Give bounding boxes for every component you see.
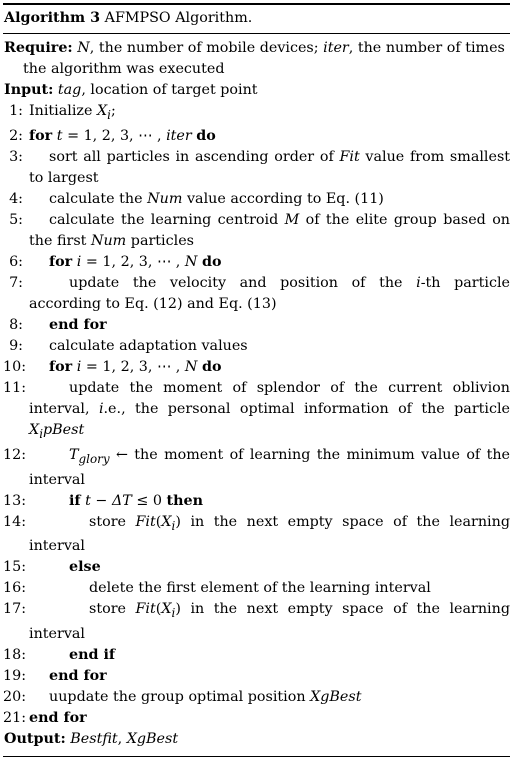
step-3: 3: sort all particles in ascending order of Fit value from smallest to largest: [9, 148, 511, 186]
step-5: 5: calculate the learning centroid M of the elite group based on the first Num particles: [9, 211, 511, 249]
output-line: Output: Bestfit, XgBest: [4, 731, 179, 748]
step-1: 1: Initialize $X_i$;: [9, 103, 116, 122]
algorithm-caption: [3, 5, 510, 33]
step-18: 18: end if: [3, 647, 116, 664]
step-2: 2: for t = 1, 2, 3, ⋯ , iter do: [9, 127, 216, 144]
step-17: 17: store $Fit(X_i)$ in the next empty space of the learning interval: [3, 601, 510, 643]
step-21: 21: end for: [3, 710, 87, 727]
step-10: 10: for i = 1, 2, 3, ⋯ , N do: [3, 358, 222, 375]
step-16: 16: delete the first element of the learning interval: [3, 580, 431, 597]
step-4: 4: calculate the Num value according to Eq. (11): [9, 190, 384, 207]
caption-label: Algorithm 3: [4, 10, 101, 26]
step-11: 11: update the moment of splendor of the current oblivion interval, i.e., the personal optimal information of the particle $X_ipBest$: [3, 379, 511, 441]
step-9: 9: calculate adaptation values: [9, 337, 248, 354]
input-line: Input: tag, location of target point: [4, 82, 258, 98]
step-14: 14: store $Fit(X_i)$ in the next empty space of the learning interval: [3, 513, 510, 555]
step-7: 7: update the velocity and position of the i-th particle according to Eq. (12) and Eq. (13): [9, 274, 510, 312]
step-19: 19: end for: [3, 668, 107, 685]
caption-title: AFMPSO Algorithm.: [104, 10, 253, 26]
algorithm-box: [3, 3, 510, 757]
step-15: 15: else: [3, 559, 101, 576]
step-20: 20: uupdate the group optimal position XgBest: [3, 689, 362, 706]
require-line: Require: N, the number of mobile devices; iter, the number of times the algorithm was executed: [4, 40, 505, 77]
step-13: 13: if t − ΔT ≤ 0 then: [3, 492, 204, 509]
step-8: 8: end for: [9, 316, 107, 333]
algorithm-body: [3, 34, 510, 750]
step-6: 6: for i = 1, 2, 3, ⋯ , N do: [9, 253, 222, 270]
step-12: 12: $T_{glory}$ ← the moment of learning the minimum value of the interval: [3, 446, 510, 488]
